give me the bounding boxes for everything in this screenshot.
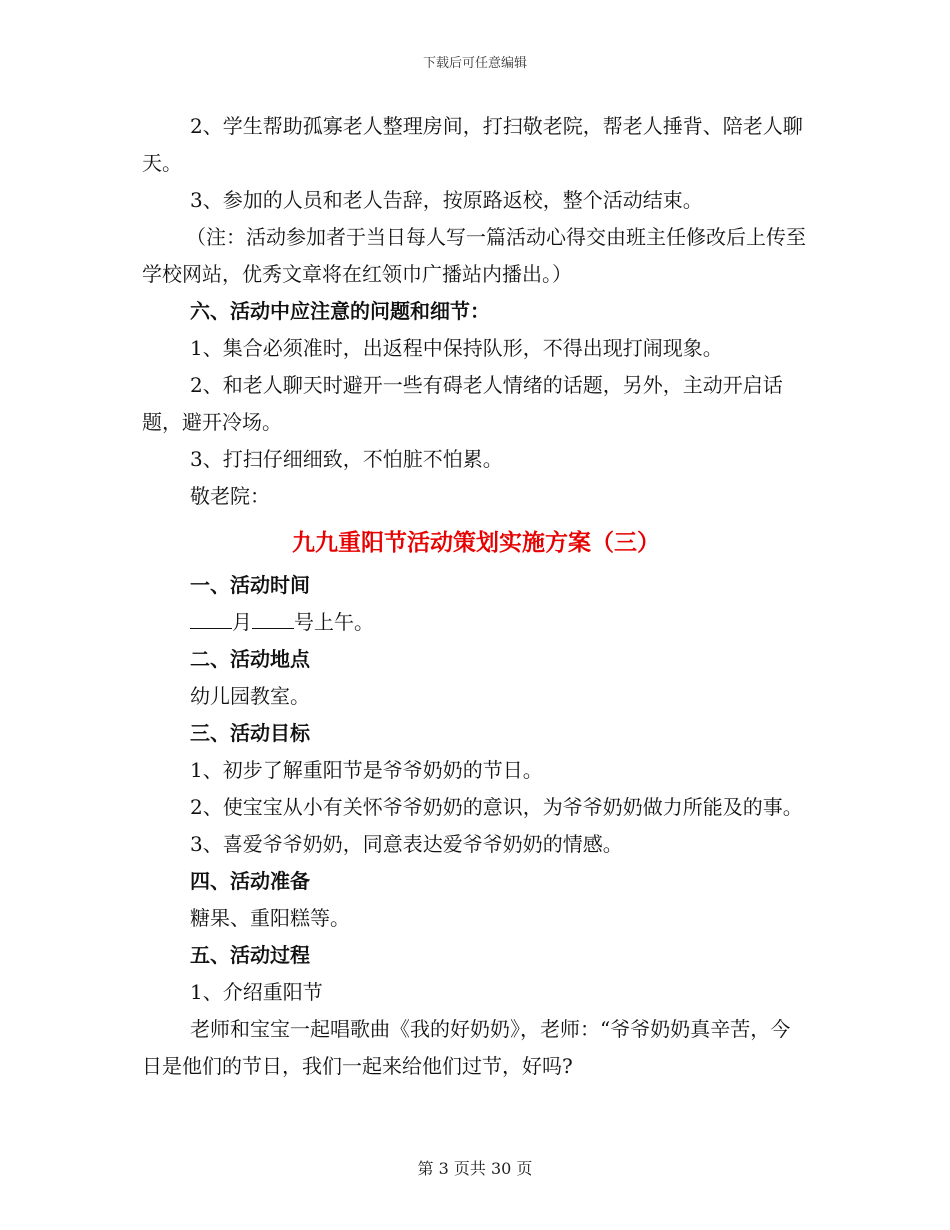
paragraph: 1、初步了解重阳节是爷爷奶奶的节日。 (190, 758, 543, 782)
page-footer: 第 3 页共 30 页 (417, 1159, 533, 1178)
section-heading-6: 六、活动中应注意的问题和细节： (190, 299, 490, 323)
activity-time (142, 604, 810, 641)
blank-line (190, 610, 232, 629)
paragraph: 1、介绍重阳节 (190, 980, 323, 1004)
blank-line (252, 610, 294, 629)
section-heading-5: 五、活动过程 (190, 943, 310, 967)
paragraph: 糖果、重阳糕等。 (190, 906, 350, 930)
paragraph: 3、参加的人员和老人告辞，按原路返校，整个活动结束。 (190, 188, 703, 212)
paragraph: 老师和宝宝一起唱歌曲《我的好奶奶》，老师：“爷爷奶奶真辛苦，今日是他们的节日，我们一起来给他们过节，好吗? (142, 1017, 791, 1078)
paragraph: 3、打扫仔细细致，不怕脏不怕累。 (190, 447, 503, 471)
paragraph: 1、集合必须准时，出返程中保持队形，不得出现打闹现象。 (190, 336, 723, 360)
document-body (142, 108, 810, 1085)
paragraph: 敬老院： (190, 484, 270, 508)
paragraph: 2、学生帮助孤寡老人整理房间，打扫敬老院，帮老人捶背、陪老人聊天。 (142, 114, 803, 175)
paragraph: 幼儿园教室。 (190, 684, 310, 708)
section-heading-2: 二、活动地点 (190, 647, 310, 671)
time-rest: 号上午。 (294, 610, 374, 634)
section-heading-1: 一、活动时间 (190, 573, 310, 597)
paragraph: 2、和老人聊天时避开一些有碍老人情绪的话题，另外，主动开启话题，避开冷场。 (142, 373, 783, 434)
page-header: 下载后可任意编辑 (422, 56, 527, 71)
section-heading-3: 三、活动目标 (190, 721, 310, 745)
document-title: 九九重阳节活动策划实施方案（三） (292, 529, 660, 556)
month-label: 月 (232, 610, 252, 634)
paragraph: 3、喜爱爷爷奶奶，同意表达爱爷爷奶奶的情感。 (190, 832, 623, 856)
section-heading-4: 四、活动准备 (190, 869, 310, 893)
note-paragraph: （注：活动参加者于当日每人写一篇活动心得交由班主任修改后上传至学校网站，优秀文章将在红领巾广播站内播出。） (142, 225, 806, 286)
paragraph: 2、使宝宝从小有关怀爷爷奶奶的意识，为爷爷奶奶做力所能及的事。 (190, 795, 803, 819)
